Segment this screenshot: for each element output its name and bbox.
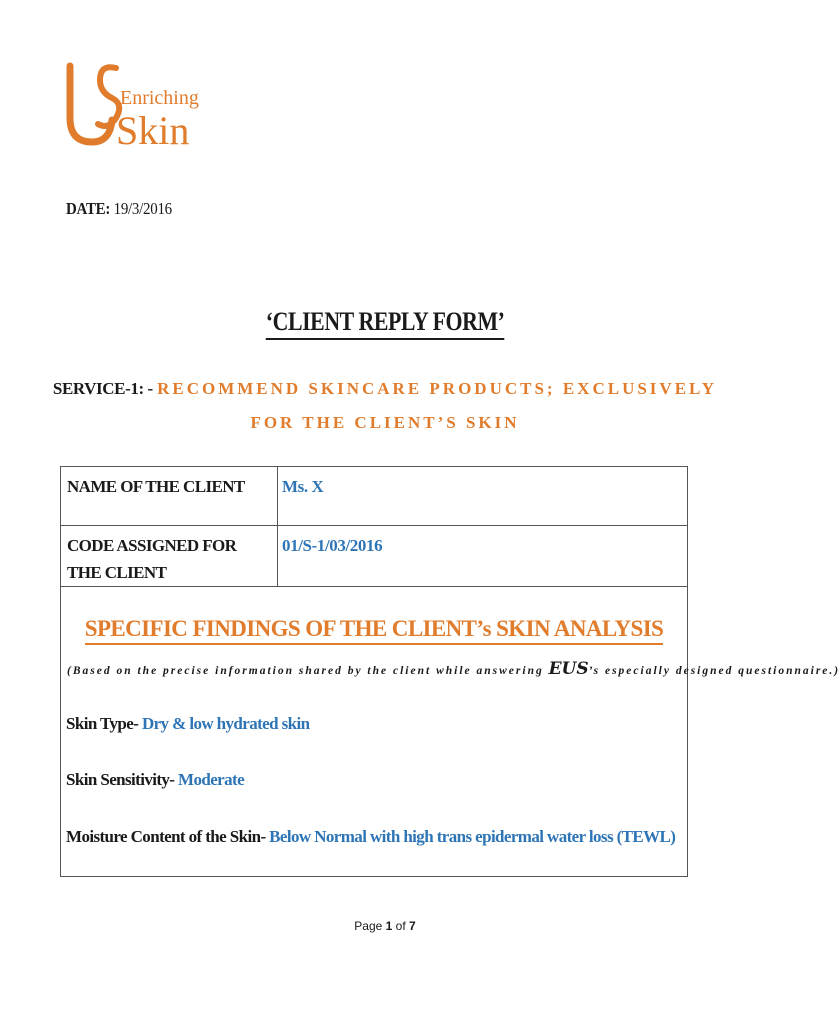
findings-title: [61, 615, 687, 645]
logo-skin-text: Skin: [116, 108, 190, 153]
skin-type-value: Dry & low hydrated skin: [141, 714, 310, 733]
findings-note-before: (Based on the precise information shared by the client while answering: [67, 665, 549, 677]
logo-enriching-text: Enriching: [120, 87, 199, 109]
of-word: of: [395, 919, 406, 933]
moisture-content-label: Moisture Content of the Skin-: [66, 827, 266, 846]
page-word: Page: [354, 919, 383, 933]
service-label: SERVICE-1: -: [52, 379, 153, 398]
page-current: 1: [385, 919, 393, 933]
skin-type-label: Skin Type-: [66, 714, 139, 733]
form-title-text: ‘CLIENT REPLY FORM’: [266, 306, 505, 340]
findings-note: [67, 659, 840, 679]
client-code-label: CODE ASSIGNED FOR THE CLIENT: [61, 526, 278, 587]
date-label: DATE:: [66, 199, 111, 218]
moisture-content-value: Below Normal with high trans epidermal water loss (TEWL): [269, 827, 676, 846]
findings-note-brand: EUS: [548, 659, 589, 679]
form-title: [0, 306, 770, 340]
table-row: [61, 467, 688, 526]
client-code-value: 01/S-1/03/2016: [278, 526, 688, 587]
document-date: [66, 199, 172, 219]
skin-sensitivity-value: Moderate: [178, 770, 245, 789]
skin-sensitivity-line: [66, 770, 244, 790]
service-value: RECOMMEND SKINCARE PRODUCTS; EXCLUSIVELY FOR THE CLIENT’S SKIN: [157, 379, 718, 432]
service-heading: [40, 372, 730, 440]
date-value: 19/3/2016: [113, 199, 172, 218]
skin-sensitivity-label: Skin Sensitivity-: [66, 770, 175, 789]
skin-type-line: [66, 714, 310, 734]
page-footer: [0, 919, 770, 933]
findings-section: [60, 579, 840, 877]
page-total: 7: [409, 919, 416, 933]
moisture-content-line: [66, 827, 675, 847]
client-name-value: Ms. X: [278, 467, 688, 526]
brand-logo-graphic: [64, 56, 199, 156]
client-name-label: NAME OF THE CLIENT: [61, 467, 278, 526]
brand-logo: [64, 56, 199, 156]
table-row: [61, 526, 688, 587]
findings-title-text: SPECIFIC FINDINGS OF THE CLIENT’s SKIN ANALYSIS: [85, 615, 663, 645]
findings-note-after: ’s especially designed questionnaire.): [588, 665, 840, 677]
client-info-table: [60, 466, 688, 587]
